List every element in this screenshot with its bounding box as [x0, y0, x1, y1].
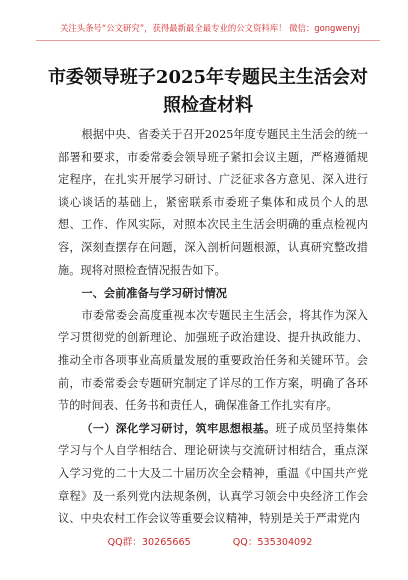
document-body — [58, 124, 368, 531]
section-1-heading: 一、会前准备与学习研讨情况 — [81, 286, 227, 301]
title-line-1: 市委领导班子2025年专题民主生活会对 — [47, 67, 369, 88]
subsection-1-text: 班子成员坚持集体学习与个人自学相结合、理论研读与交流研讨相结合，重点深入学习党的二十大及二十届历次全会精神，重温《中国共产党章程》及一系列党内法规条例，认真学习领会中央经济工作会议、中央农村工作会议等重要会议精神，特别是关于严肃党内 — [58, 421, 368, 526]
intro-paragraph: 根据中央、省委关于召开2025年度专题民主生活会的统一部署和要求，市委常委会领导班子紧扣会议主题，严格遵循规定程序，在扎实开展学习研讨、广泛征求各方意见、深入进行谈心谈话的基础上，紧密联系市委班子集体和成员个人的思想、工作、作风实际，对照本次民主生活会明确的重点检视内容，深刻查摆存在问题，深入剖析问题根源，认真研究整改措施。现将对照检查情况报告如下。 — [58, 128, 368, 277]
document-title — [36, 64, 380, 120]
subsection-1-heading: （一）深化学习研讨，筑牢思想根基。 — [81, 421, 276, 435]
section-1-paragraph: 市委常委会高度重视本次专题民主生活会，将其作为深入学习贯彻党的创新理论、加强班子政治建设、提升执政能力、推动全市各项事业高质量发展的重要政治任务和关键环节。会前，市委常委会专题研究制定了详尽的工作方案，明确了各环节的时间表、任务书和责任人，确保准备工作扎实有序。 — [58, 308, 368, 413]
title-line-2: 照检查材料 — [163, 95, 253, 116]
header-banner: 关注头条号“公文研究”，获得最新最全最专业的公文资料库！ 微信：gongwenyj — [60, 23, 360, 33]
header-divider — [36, 40, 380, 41]
footer-qq: QQ：535304092 — [232, 537, 313, 548]
footer-contact — [40, 534, 380, 548]
subsection-1-paragraph — [58, 418, 368, 531]
footer-qq-group: QQ群：30265665 — [107, 537, 191, 548]
